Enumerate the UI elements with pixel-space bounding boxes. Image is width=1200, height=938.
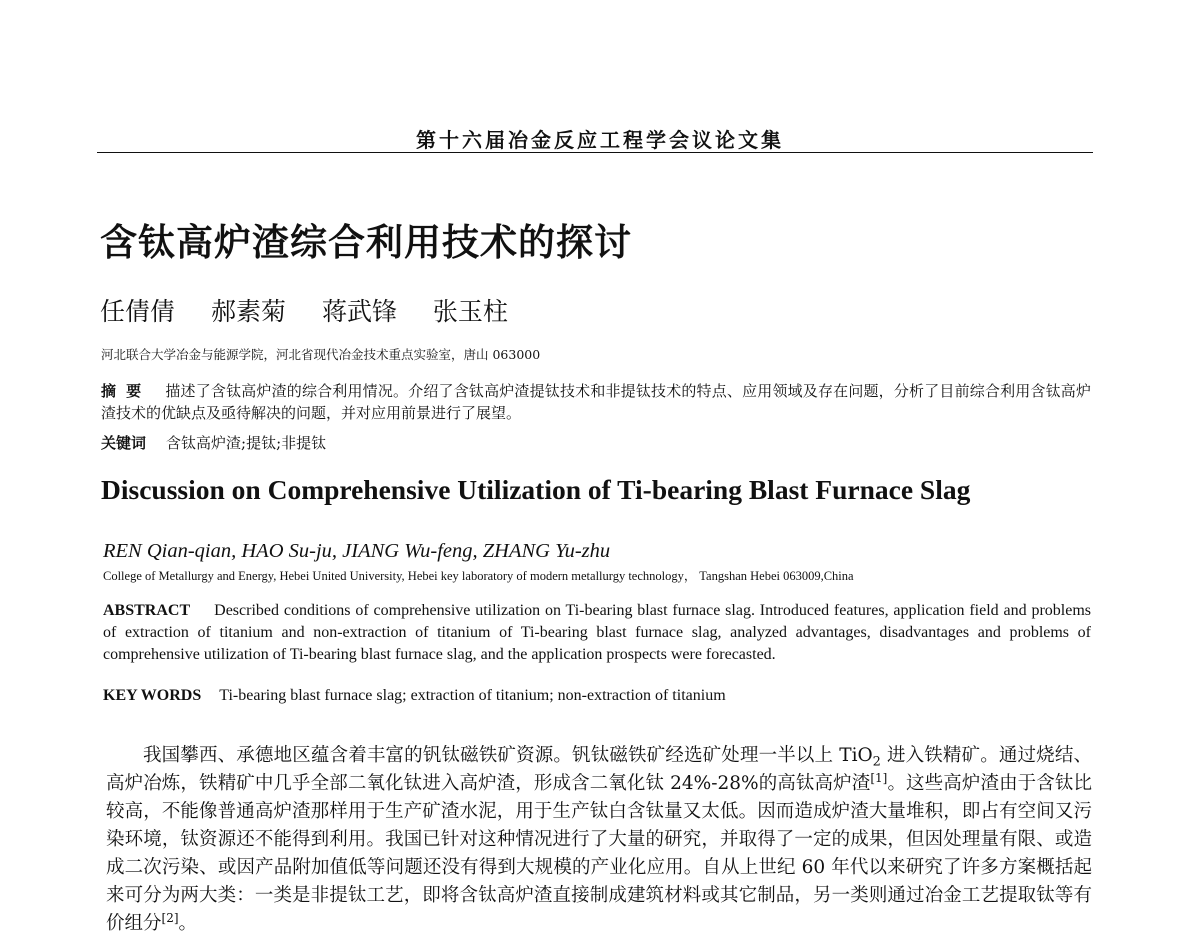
chinese-authors [100, 292, 536, 328]
body-text-segment: 。这些高炉渣由于含钛比较高，不能像普通高炉渣那样用于生产矿渣水泥，用于生产钛白含钛量又太低。因而造成炉渣大量堆积，即占有空间又污染环境，钛资源还不能得到利用。我国已针对这种情况进行了大量的研究，并取得了一定的成果，但因处理量有限、或造成二次污染、或因产品附加值低等问题还没有得到大规模的产业化应用。自从上世纪 60 年代以来研究了许多方案概括起来可分为两大类：一类是非提钛工艺，即将含钛高炉渣直接制成建筑材料或其它制品，另一类则通过冶金工艺提取钛等有价组分 [106, 773, 1092, 934]
english-authors: REN Qian-qian, HAO Su-ju, JIANG Wu-feng, ZHANG Yu-zhu [103, 540, 611, 562]
chinese-title: 含钛高炉渣综合利用技术的探讨 [100, 221, 632, 264]
english-keywords-label: KEY WORDS [103, 687, 202, 704]
running-head: 第十六届冶金反应工程学会议论文集 [416, 128, 784, 152]
english-abstract [103, 600, 1091, 666]
header-rule [97, 152, 1093, 153]
chinese-abstract-label: 摘要 [101, 382, 152, 400]
english-keywords [103, 687, 726, 705]
body-text-segment: 我国攀西、承德地区蕴含着丰富的钒钛磁铁矿资源。钒钛磁铁矿经选矿处理一半以上 TiO [143, 745, 873, 766]
author-name: 任倩倩 [100, 297, 176, 326]
english-title: Discussion on Comprehensive Utilization of Ti-bearing Blast Furnace Slag [101, 474, 971, 505]
chinese-abstract-text: 描述了含钛高炉渣的综合利用情况。介绍了含钛高炉渣提钛技术和非提钛技术的特点、应用领域及存在问题，分析了目前综合利用含钛高炉渣技术的优缺点及亟待解决的问题，并对应用前景进行了展望。 [101, 382, 1091, 422]
english-affiliation: College of Metallurgy and Energy, Hebei United University, Hebei key laboratory of modern metallurgy technology， Tangshan Hebei 063009,China [103, 569, 854, 583]
author-name: 张玉柱 [432, 297, 508, 326]
chinese-keywords [101, 432, 326, 453]
author-name: 蒋武锋 [321, 297, 397, 326]
citation-ref: [1] [870, 770, 888, 785]
body-paragraph [106, 742, 1092, 938]
body-text-segment: 。 [178, 913, 198, 934]
english-abstract-label: ABSTRACT [103, 602, 191, 619]
author-name: 郝素菊 [210, 297, 286, 326]
body-text-segment: 进入铁精矿。通过烧结、高炉冶炼，铁精矿中几乎全部二氧化钛进入高炉渣，形成含二氧化钛 24%-28%的高钛高炉渣 [106, 745, 1092, 794]
english-keywords-text: Ti-bearing blast furnace slag; extraction of titanium; non-extraction of titanium [219, 687, 726, 704]
chinese-abstract [101, 380, 1091, 424]
chinese-keywords-label: 关键词 [101, 434, 147, 452]
english-abstract-text: Described conditions of comprehensive utilization on Ti-bearing blast furnace slag. Introduced features, application field and problems of extraction of titanium and non-extraction of titanium of Ti-bearing blast furnace slag, analyzed advantages, disadvantages and problems of comprehensive utilization of Ti-bearing blast furnace slag, and the application prospects were forecasted. [103, 602, 1091, 663]
chinese-affiliation: 河北联合大学冶金与能源学院，河北省现代冶金技术重点实验室，唐山 063000 [101, 347, 541, 362]
citation-ref: [2] [161, 910, 179, 925]
chinese-keywords-text: 含钛高炉渣;提钛;非提钛 [166, 434, 327, 452]
subscript: 2 [872, 754, 881, 770]
